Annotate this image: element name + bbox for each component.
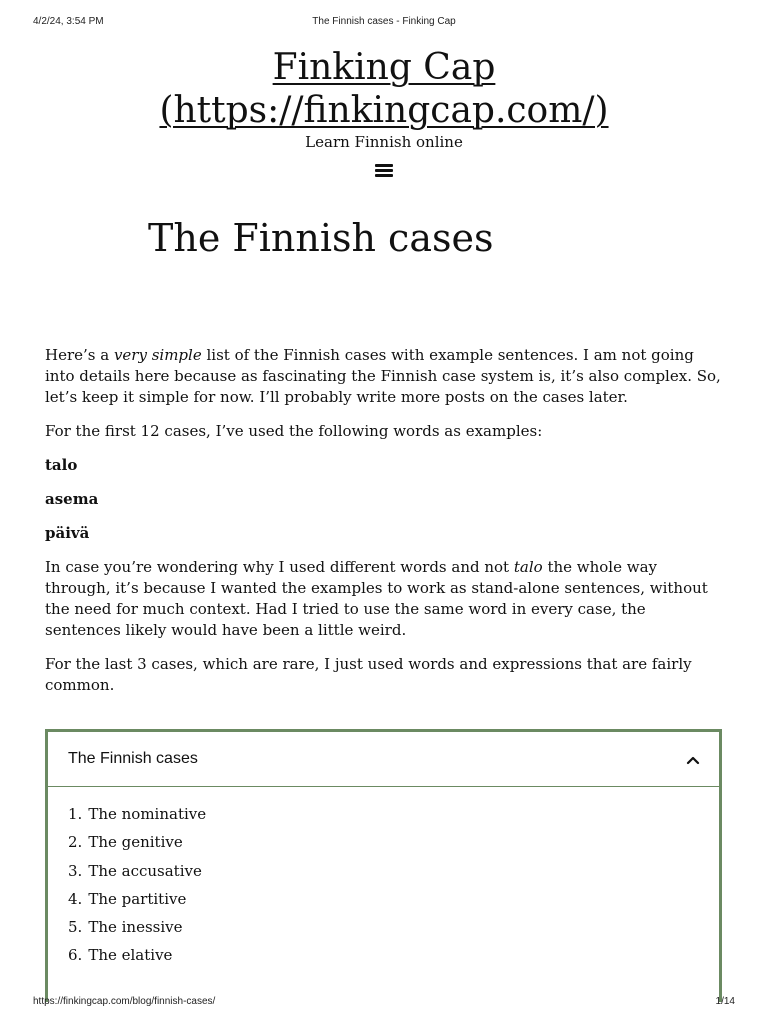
toc-link-genitive[interactable]: The genitive xyxy=(88,833,183,852)
toc-item[interactable]: 6. The elative xyxy=(68,946,173,965)
toc-item[interactable]: 5. The inessive xyxy=(68,918,183,937)
hamburger-menu-icon[interactable] xyxy=(375,163,393,177)
toc-link-inessive[interactable]: The inessive xyxy=(88,918,183,937)
toc-item[interactable]: 4. The partitive xyxy=(68,889,187,908)
toc-item[interactable]: 2. The genitive xyxy=(68,833,183,852)
example-word: talo xyxy=(45,456,78,474)
chevron-up-icon[interactable] xyxy=(685,752,701,766)
article-body xyxy=(45,345,725,709)
toc-link-elative[interactable]: The elative xyxy=(88,946,173,965)
print-page-title: The Finnish cases - Finking Cap xyxy=(312,16,456,27)
toc-item[interactable]: 3. The accusative xyxy=(68,861,202,880)
print-url: https://finkingcap.com/blog/finnish-cases/ xyxy=(33,996,216,1007)
rare-cases-paragraph: For the last 3 cases, which are rare, I just used words and expressions that are fairly common. xyxy=(45,655,692,694)
toc-list xyxy=(48,787,719,973)
intro-paragraph: Here’s a very simple list of the Finnish cases with example sentences. I am not going into details here because as fascinating the Finnish case system is, it’s also complex. So, let’s keep it simple for now. I’ll probably write more posts on the cases later. xyxy=(45,346,721,406)
table-of-contents xyxy=(45,729,722,1002)
print-page-number: 1/14 xyxy=(715,996,735,1007)
print-datetime: 4/2/24, 3:54 PM xyxy=(33,16,104,27)
intro-emphasis: very simple xyxy=(113,346,202,364)
examples-intro-paragraph: For the first 12 cases, I’ve used the following words as examples: xyxy=(45,422,543,440)
example-word: päivä xyxy=(45,524,90,542)
toc-item[interactable]: 1. The nominative xyxy=(68,805,207,823)
print-footer xyxy=(33,996,735,1010)
page-title: The Finnish cases xyxy=(148,216,494,260)
explanation-paragraph: In case you’re wondering why I used different words and not talo the whole way through, it’s because I wanted the examples to work as stand-alone sentences, without the need for much context. Had I tried to use the same word in every case, the sentences likely would have been a little weird. xyxy=(45,558,708,639)
site-title-link[interactable]: Finking Cap (https://finkingcap.com/) xyxy=(159,47,609,131)
site-tagline: Learn Finnish online xyxy=(305,133,463,151)
toc-link-accusative[interactable]: The accusative xyxy=(88,861,202,880)
toc-link-partitive[interactable]: The partitive xyxy=(88,889,187,908)
explanation-emphasis: talo xyxy=(513,558,543,576)
site-header xyxy=(0,46,768,177)
toc-title: The Finnish cases xyxy=(68,750,198,767)
example-word: asema xyxy=(45,490,99,508)
toc-header[interactable] xyxy=(48,732,719,787)
print-header xyxy=(33,16,735,30)
toc-link-nominative[interactable]: The nominative xyxy=(88,805,207,823)
